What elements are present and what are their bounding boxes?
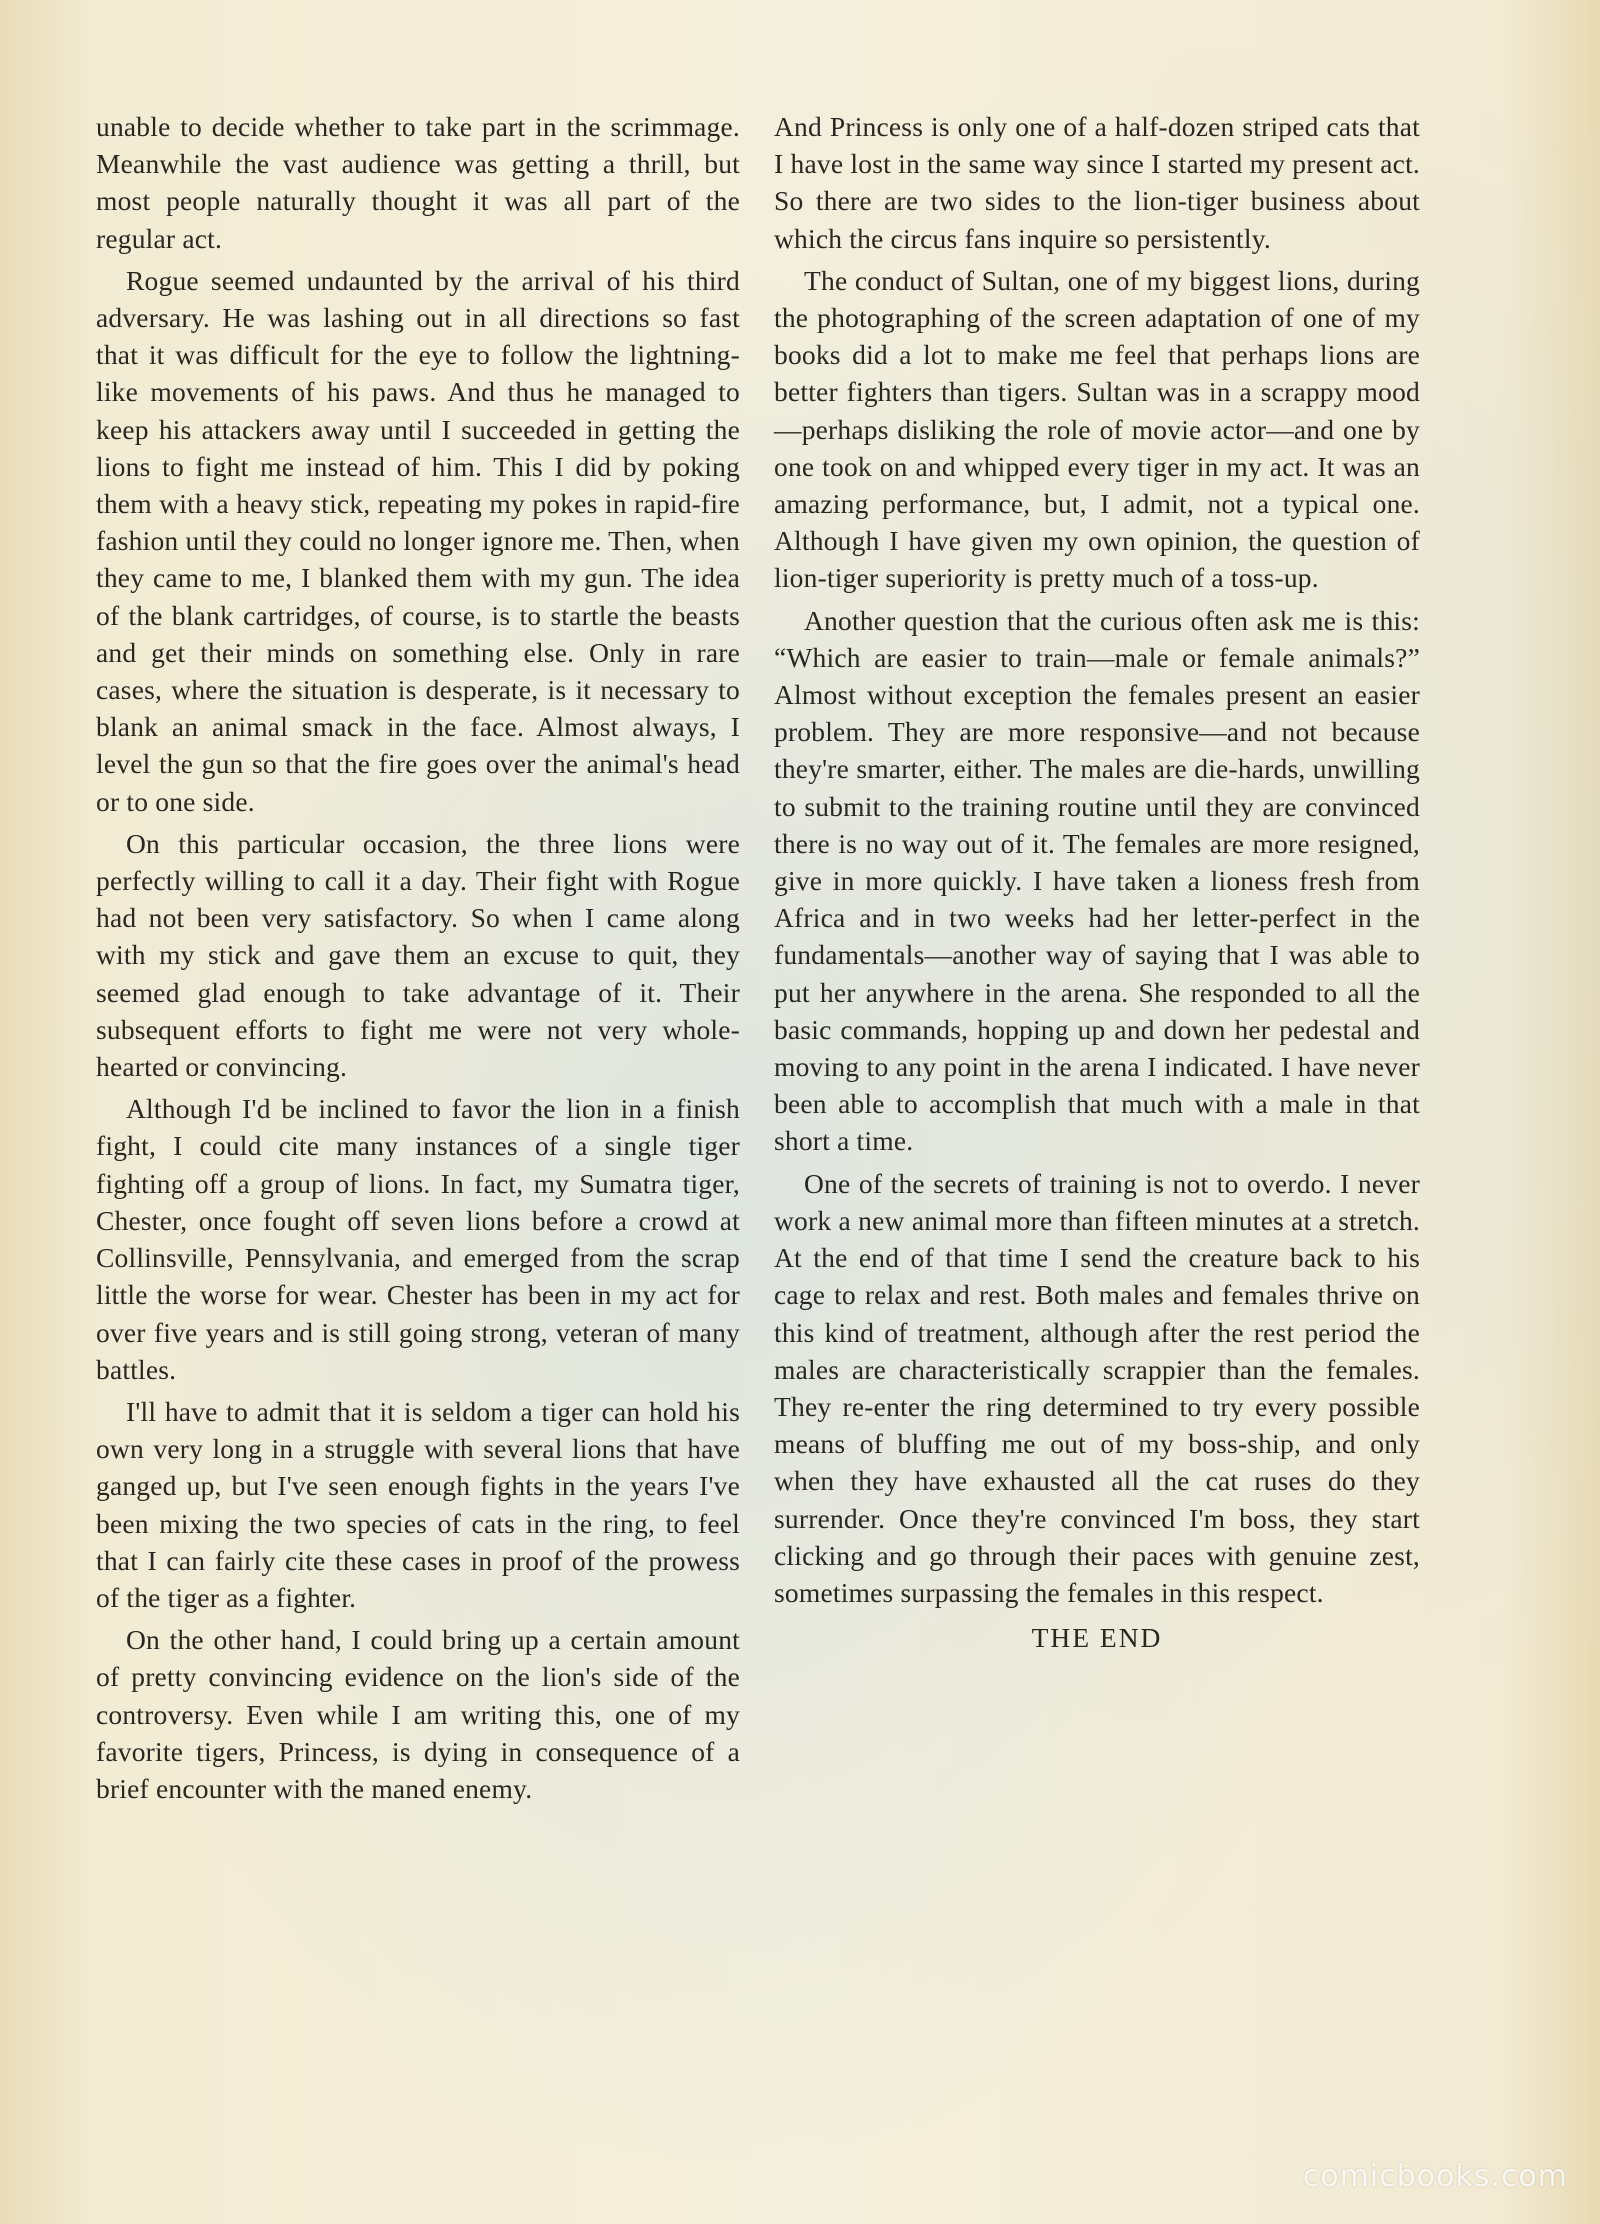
paragraph: Another question that the curious often ask me is this: “Which are easier to train—male or female animals?” Almost without exception the females present an easier problem. They are more responsive—and not because they're smarter, either. The males are die-hards, unwilling to submit to the training routine until they are convinced there is no way out of it. The females are more resigned, give in more quickly. I have taken a lioness fresh from Africa and in two weeks had her letter-perfect in the fundamentals—another way of saying that I was able to put her anywhere in the arena. She responded to all the basic commands, hopping up and down her pedestal and moving to any point in the arena I indicated. I have never been able to accomplish that much with a male in that short a time.	[774, 604, 1420, 1157]
paragraph: One of the secrets of training is not to overdo. I never work a new animal more than fifteen minutes at a stretch. At the end of that time I send the creature back to his cage to relax and rest. Both males and females thrive on this kind of treatment, although after the rest period the males are characteristically scrappier than the females. They re-enter the ring determined to try every possible means of bluffing me out of my boss-ship, and only when they have exhausted all the cat ruses do they surrender. Once they're convinced I'm boss, they start clicking and go through their paces with genuine zest, sometimes surpassing the females in this respect.	[774, 1167, 1420, 1608]
paragraph: And Princess is only one of a half-dozen striped cats that I have lost in the same way since I started my present act. So there are two sides to the lion-tiger business about which the circus fans inquire so persistently.	[774, 111, 1420, 254]
paragraph: On the other hand, I could bring up a certain amount of pretty convincing evidence on the lion's side of the controversy. Even while I am writing this, one of my favorite tigers, Princess, is dying in consequence of a brief encounter with the maned enemy.	[96, 1624, 740, 1804]
paragraph: Although I'd be inclined to favor the lion in a finish fight, I could cite many instances of a single tiger fighting off a group of lions. In fact, my Sumatra tiger, Chester, once fought off seven lions before a crowd at Collinsville, Pennsylvania, and emerged from the scrap little the worse for wear. Chester has been in my act for over five years and is still going strong, veteran of many battles.	[96, 1093, 740, 1385]
paragraph: I'll have to admit that it is seldom a tiger can hold his own very long in a struggle with several lions that have ganged up, but I've seen enough fights in the years I've been mixing the two species of cats in the ring, to feel that I can fairly cite these cases in proof of the prowess of the tiger as a fighter.	[96, 1395, 740, 1613]
paragraph: On this particular occasion, the three lions were perfectly willing to call it a day. Their fight with Rogue had not been very satisfactory. So when I came along with my stick and gave them an excuse to quit, they seemed glad enough to take advantage of it. Their subsequent efforts to fight me were not very whole-hearted or convincing.	[96, 827, 740, 1083]
the-end-mark: THE END	[1031, 1622, 1163, 1654]
right-column	[774, 108, 1420, 1661]
paragraph: Rogue seemed undaunted by the arrival of his third adversary. He was lashing out in all directions so fast that it was difficult for the eye to follow the lightning-like movements of his paws. And thus he managed to keep his attackers away until I succeeded in getting the lions to fight me instead of him. This I did by poking them with a heavy stick, repeating my pokes in rapid-fire fashion until they could no longer ignore me. Then, when they came to me, I blanked them with my gun. The idea of the blank cartridges, of course, is to startle the beasts and get their minds on something else. Only in rare cases, where the situation is desperate, is it necessary to blank an animal smack in the face. Almost always, I level the gun so that the fire goes over the animal's head or to one side.	[96, 264, 740, 817]
watermark: comicbooks.com	[1302, 2159, 1568, 2194]
paragraph: unable to decide whether to take part in the scrimmage. Meanwhile the vast audience was getting a thrill, but most people naturally thought it was all part of the regular act.	[96, 111, 740, 254]
left-column	[96, 108, 740, 1812]
paragraph: The conduct of Sultan, one of my biggest lions, during the photographing of the screen adaptation of one of my books did a lot to make me feel that perhaps lions are better fighters than tigers. Sultan was in a scrappy mood—perhaps disliking the role of movie actor—and one by one took on and whipped every tiger in my act. It was an amazing performance, but, I admit, not a typical one. Although I have given my own opinion, the question of lion-tiger superiority is pretty much of a toss-up.	[774, 264, 1420, 594]
